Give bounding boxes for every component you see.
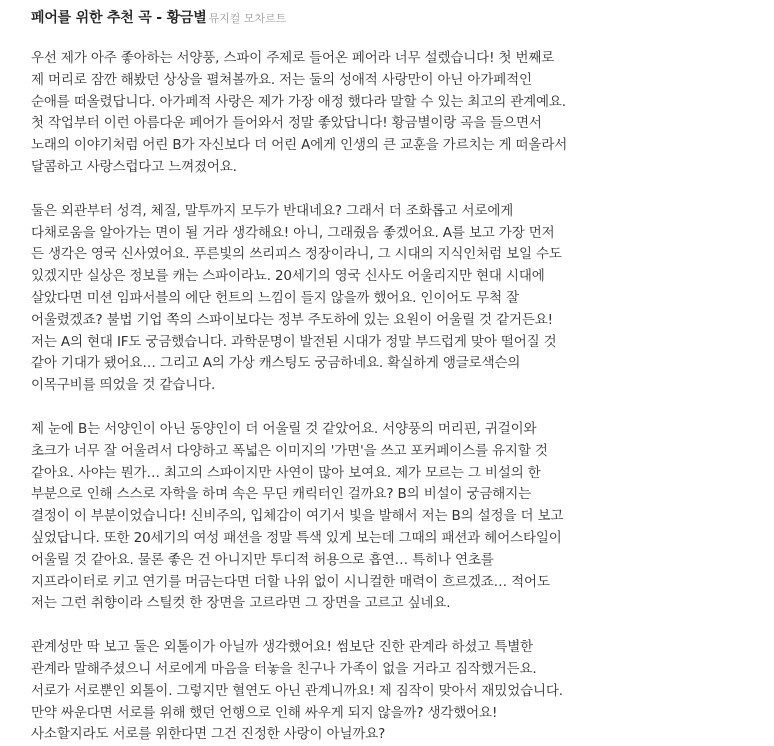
post-header: [31, 7, 774, 29]
paragraph-line: 같아 기대가 됐어요… 그리고 A의 가상 캐스팅도 궁금하네요. 확실하게 앵글로색슨의: [31, 355, 521, 372]
paragraph-line: 초크가 너무 잘 어울려서 다양하고 폭넓은 이미지의 '가면'을 쓰고 포커페이스를 유지할 것: [31, 442, 548, 459]
paragraph-line: 어울릴 것 같아요. 물론 좋은 건 아니지만 투디적 허용으로 흡연… 특히나 연초를: [31, 551, 494, 568]
paragraph-line: 둘은 외관부터 성격, 체질, 말투까지 모두가 반대네요? 그래서 더 조화롭고 서로에게: [31, 202, 514, 219]
paragraph-line: 제 눈에 B는 서양인이 아닌 동양인이 더 어울릴 것 같았어요. 서양풍의 머리핀, 귀걸이와: [31, 420, 537, 437]
paragraph-line: 살았다면 미션 임파서블의 에단 헌트의 느낌이 들지 않을까 했어요. 인이어도 무척 잘: [31, 289, 519, 306]
paragraph-line: 저는 A의 현대 IF도 궁금했습니다. 과학문명이 발전된 시대가 정말 부드럽게 맞아 떨어질 것: [31, 333, 557, 350]
paragraph-line: 같아요. 사야는 뭔가… 최고의 스파이지만 사연이 많아 보여요. 제가 모르는 그 비설의 한: [31, 464, 541, 481]
paragraph: [31, 201, 751, 397]
paragraph: [31, 419, 751, 615]
post-title: 페어를 위한 추천 곡 - 황금별: [31, 10, 207, 26]
paragraph-line: 달콤하고 사랑스럽다고 느껴졌어요.: [31, 158, 237, 175]
post-body: [31, 48, 751, 746]
paragraph-line: 지프라이터로 키고 연기를 머금는다면 더할 나위 없이 시니컬한 매력이 흐르겠죠… 적어도: [31, 573, 550, 590]
paragraph-line: 만약 싸운다면 서로를 위해 했던 언행으로 인해 싸우게 되지 않을까? 생각했어요!: [31, 704, 498, 721]
paragraph-line: 든 생각은 영국 신사였어요. 푸른빛의 쓰리피스 정장이라니, 그 시대의 지식인처럼 보일 수도: [31, 246, 562, 263]
paragraph-line: 다채로움을 알아가는 면이 될 거라 생각해요! 아니, 그래줬음 좋겠어요. A를 보고 가장 먼저: [31, 224, 555, 241]
post-category-link[interactable]: 뮤지컬 모차르트: [208, 12, 287, 25]
paragraph: [31, 48, 751, 179]
paragraph-line: 순애를 떠올렸답니다. 아가페적 사랑은 제가 가장 애정 했다라 말할 수 있는 최고의 관계예요.: [31, 93, 566, 110]
paragraph-line: 우선 제가 아주 좋아하는 서양풍, 스파이 주제로 들어온 페어라 너무 설렜습니다! 첫 번째로: [31, 50, 555, 66]
paragraph-line: 사소할지라도 서로를 위한다면 그건 진정한 사랑이 아닐까요?: [31, 726, 386, 743]
paragraph-line: 어울렸겠죠? 불법 기업 쪽의 스파이보다는 정부 주도하에 있는 요원이 어울릴 것 같거든요!: [31, 311, 553, 328]
paragraph-line: 첫 작업부터 이런 아름다운 페어가 들어와서 정말 좋았답니다! 황금별이랑 곡을 들으면서: [31, 115, 542, 132]
paragraph-line: 서로가 서로뿐인 외톨이. 그렇지만 혈연도 아닌 관계니까요! 제 짐작이 맞아서 재밌었습니다.: [31, 682, 563, 699]
paragraph-line: 관계라 말해주셨으니 서로에게 마음을 터놓을 친구나 가족이 없을 거라고 짐작했거든요.: [31, 660, 537, 677]
paragraph-line: 결정이 이 부분이었습니다! 신비주의, 입체감이 여기서 빛을 발해서 저는 B의 설정을 더 보고: [31, 508, 564, 525]
paragraph-line: 있겠지만 실상은 정보를 캐는 스파이라뇨. 20세기의 영국 신사도 어울리지만 현대 시대에: [31, 268, 545, 285]
paragraph: [31, 637, 751, 746]
paragraph-line: 제 머리로 잠깐 해봤던 상상을 펼쳐볼까요. 저는 둘의 성애적 사랑만이 아닌 아가페적인: [31, 71, 532, 88]
paragraph-line: 싶었답니다. 또한 20세기의 여성 패션을 정말 특색 있게 보는데 그때의 패션과 헤어스타일이: [31, 529, 562, 546]
paragraph-line: 부분으로 인해 스스로 자학을 하며 속은 무딘 캐릭터인 걸까요? B의 비설이 궁금해지는: [31, 486, 531, 503]
paragraph-line: 저는 그런 취향이라 스틸컷 한 장면을 고르라면 그 장면을 고르고 싶네요.: [31, 595, 451, 612]
paragraph-line: 이목구비를 띄었을 것 같습니다.: [31, 377, 216, 394]
paragraph-line: 관계성만 딱 보고 둘은 외톨이가 아닐까 생각했어요! 썸보단 진한 관계라 하셨고 특별한: [31, 639, 533, 656]
paragraph-line: 노래의 이야기처럼 어린 B가 자신보다 더 어린 A에게 인생의 큰 교훈을 가르치는 게 떠올라서: [31, 137, 568, 154]
